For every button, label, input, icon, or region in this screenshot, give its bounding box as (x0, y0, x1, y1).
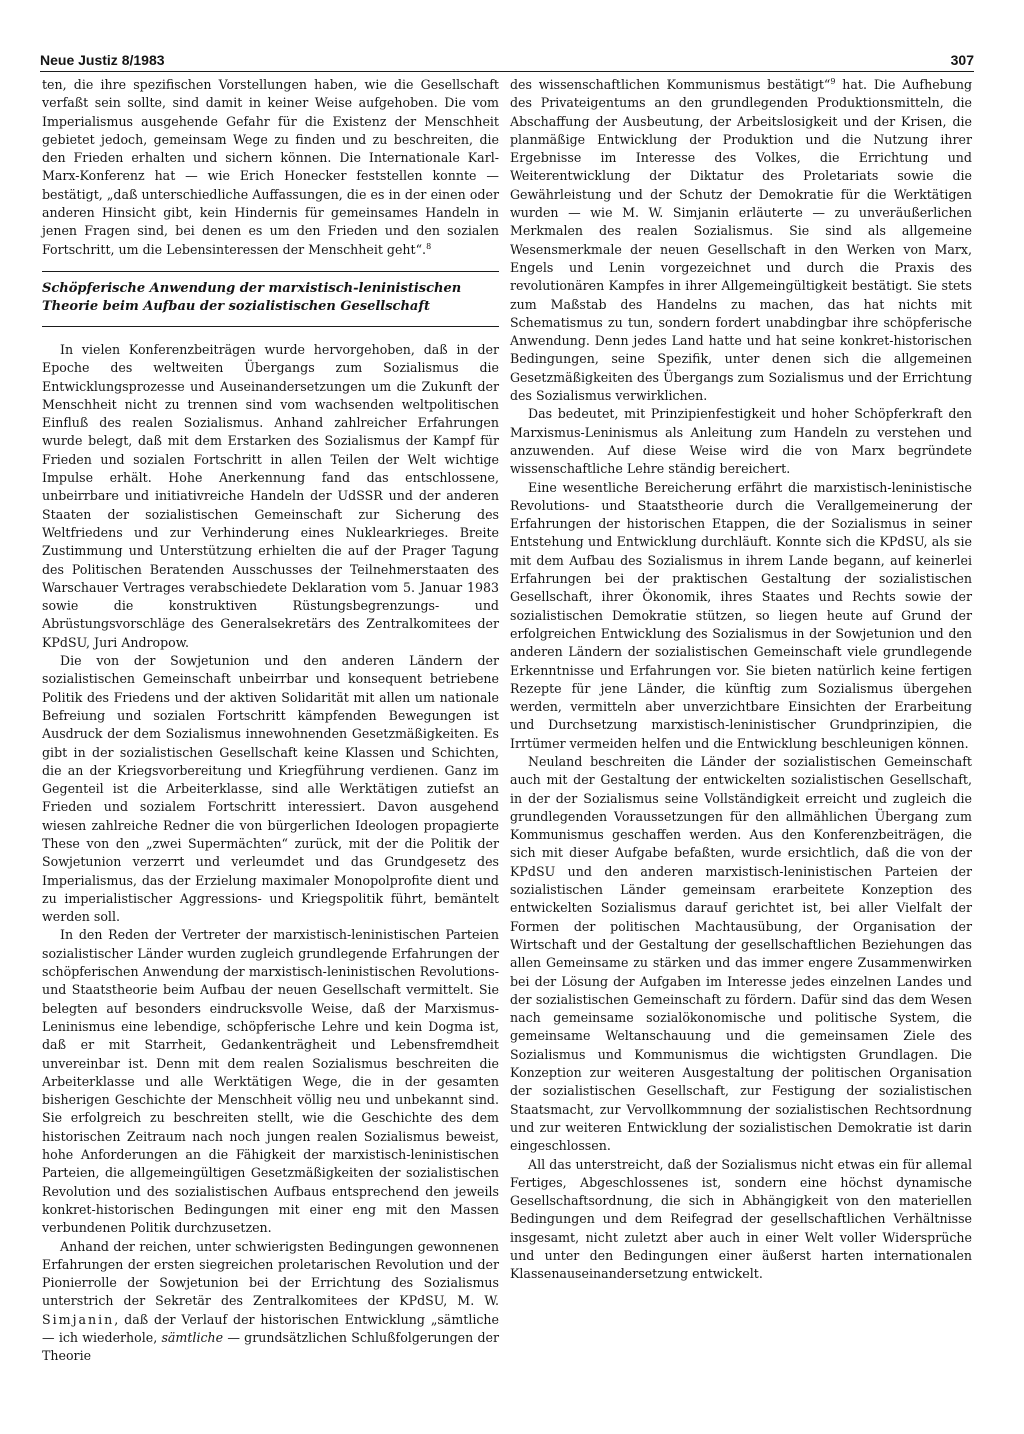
footnote-ref: 9 (830, 76, 836, 86)
paragraph-text: — grundsätzlichen Schlußfolgerungen der Theorie (42, 1330, 499, 1364)
left-column (42, 76, 499, 1366)
paragraph: Das bedeutet, mit Prinzipienfestigkeit und hoher Schöpferkraft den Marxismus-Leninismus als Anleitung zum Handeln zu verstehen und anzuwenden. Auf diese Weise wird die von Marx begründete wissenschaftliche Lehre ständig bereichert. (510, 406, 972, 477)
paragraph: All das unterstreicht, daß der Sozialismus nicht etwas ein für allemal Fertiges, Abgeschlossenes ist, sondern eine höchst dynamische Gesellschaftsordnung, die sich in Abhängigkeit von den materiellen Bedingungen und dem Reifegrad der gesellschaftlichen Verhältnisse insgesamt, nicht zuletzt aber auch in einer Welt voller Widersprüche und unter den Bedingungen einer äußerst harten internationalen Klassenauseinandersetzung entwickelt. (510, 1156, 972, 1282)
paragraph: In vielen Konferenzbeiträgen wurde hervorgehoben, daß in der Epoche des weltweiten Übergangs zum Sozialismus die Entwicklungsprozesse und Auseinandersetzungen um die Zukunft der Menschheit nicht zu trennen sind vom wachsenden weltpolitischen Einfluß des realen Sozialismus. Anhand zahlreicher Erfahrungen wurde belegt, daß mit dem Erstarken des Sozialismus der Kampf für Frieden und sozialen Fortschritt in allen Teilen der Welt wichtige Impulse erhält. Hohe Anerkennung fand das entschlossene, unbeirrbare und initiativreiche Handeln der UdSSR und der anderen Staaten der sozialistischen Gemeinschaft zur Sicherung des Weltfriedens und zur Verhinderung eines Nuklearkrieges. Breite Zustimmung und Unterstützung erhielten die auf der Prager Tagung des Politischen Beratenden Ausschusses der Teilnehmerstaaten des Warschauer Vertrages verabschiedete Deklaration vom 5. Januar 1983 sowie die konstruktiven Rüstungsbegrenzungs- und Abrüstungsvorschläge des Generalsekretärs des Zentralkomitees der KPdSU, Juri Andropow. (42, 341, 499, 650)
paragraph-text: ten, die ihre spezifischen Vorstellungen haben, wie die Gesellschaft verfaßt sein sollte, sind damit in keiner Weise aufgehoben. Die vom Imperialismus ausgehende Gefahr für die Existenz der Menschheit gebietet jedoch, gemeinsam Wege zu finden und zu beschreiten, die den Frieden erhalten und sichern können. Die Internationale Karl-Marx-Konferenz hat — wie Erich Honecker feststellen konnte — bestätigt, „daß unterschiedliche Auffassungen, die es in der einen oder anderen Hinsicht gibt, kein Hindernis für gemeinsames Handeln in jenen Fragen sind, bei denen es um den Frieden und den sozialen Fortschritt, um die Lebensinteressen der Menschheit geht“. (42, 77, 499, 257)
paragraph (510, 76, 972, 405)
paragraph-text: des wissenschaftlichen Kommunismus bestätigt“ (510, 77, 831, 92)
journal-title: Neue Justiz 8/1983 (40, 52, 165, 68)
page-header (40, 44, 974, 72)
paragraph-text: , daß der Verlauf der historischen Entwicklung „sämtliche — ich wiederhole, (42, 1311, 499, 1345)
page-number: 307 (950, 52, 974, 68)
paragraph: Die von der Sowjetunion und den anderen Ländern der sozialistischen Gemeinschaft unbeirrbar und konsequent betriebene Politik des Friedens und der aktiven Solidarität mit allen um nationale Befreiung und sozialen Fortschritt kämpfenden Bewegungen ist Ausdruck der dem Sozialismus innewohnenden Gesetzmäßigkeiten. Es gibt in der sozialistischen Gesellschaft keine Klassen und Schichten, die an der Kriegsvorbereitung und Kriegführung verdienen. Ganz im Gegenteil ist die Arbeiterklasse, sind alle Werktätigen zutiefst an Frieden und sozialem Fortschritt interessiert. Davon ausgehend wiesen zahlreiche Redner die von bürgerlichen Ideologen propagierte These von den „zwei Supermächten“ zurück, mit der die Politik der Sowjetunion verzerrt und verleumdet und das Grundgesetz des Imperialismus, das der Erzielung maximaler Monopolprofite dient und zu imperialistischer Aggressions- und Kriegspolitik führt, bemäntelt werden soll. (42, 653, 499, 925)
paragraph-text: hat. Die Aufhebung des Privateigentums an den grundlegenden Produktionsmitteln, die Abschaffung der Ausbeutung, der Arbeitslosigkeit und der Krisen, die planmäßige Entwicklung der Produktion und die Nutzung ihrer Ergebnisse im Interesse des Volkes, die Errichtung und Weiterentwicklung der Diktatur des Proletariats sowie die Gewährleistung und der Schutz der Demokratie für die Werktätigen wurden — wie M. W. Simjanin erläuterte — zu unveräußerlichen Merkmalen des realen Sozialismus. Sie sind als allgemeine Wesensmerkmale der neuen Gesellschaft in den Werken von Marx, Engels und Lenin vorgezeichnet und durch die Praxis des revolutionären Kampfes in ihrer Allgemeingültigkeit bestätigt. Sie stets zum Maßstab des Handelns zu machen, das hat nichts mit Schematismus zu tun, sondern fordert unabdingbar ihre schöpferische Anwendung. Denn jedes Land hatte und hat seine konkret-historischen Bedingungen, seine Spezifik, unter denen sich die allgemeinen Gesetzmäßigkeiten des Übergangs zum Sozialismus und der Errichtung des Sozialismus verwirklichen. (510, 77, 972, 404)
spaced-name: Simjanin (42, 1311, 115, 1327)
paragraph: In den Reden der Vertreter der marxistisch-leninistischen Parteien sozialistischer Länder wurden zugleich grundlegende Erfahrungen der schöpferischen Anwendung der marxistisch-leninistischen Revolutions- und Staatstheorie beim Aufbau der neuen Gesellschaft vermittelt. Sie belegten auf besonders eindrucksvolle Weise, daß der Marxismus-Leninismus eine lebendige, schöpferische Lehre und kein Dogma ist, daß er mit Starrheit, Gedankenträgheit und Lebensfremdheit unvereinbar ist. Denn mit dem realen Sozialismus beschreiten die Arbeiterklasse und alle Werktätigen Wege, die in der gesamten bisherigen Geschichte der Menschheit völlig neu und unbekannt sind. Sie erfolgreich zu beschreiten stellt, wie die Geschichte des dem historischen Zeitraum nach noch jungen realen Sozialismus beweist, hohe Anforderungen an die Fähigkeit der marxistisch-leninistischen Parteien, die allgemeingültigen Gesetzmäßigkeiten der sozialistischen Revolution und des sozialistischen Aufbaus entsprechend den jeweils konkret-historischen Bedingungen mit einer eng mit den Massen verbundenen Politik durchzusetzen. (42, 927, 499, 1236)
paragraph (42, 1238, 499, 1366)
right-column (510, 76, 972, 1284)
section-heading: Schöpferische Anwendung der marxistisch-leninistischen Theorie beim Aufbau der sozialistischen Gesellschaft (42, 271, 499, 327)
paragraph-text: Anhand der reichen, unter schwierigsten Bedingungen gewonnenen Erfahrungen der ersten siegreichen proletarischen Revolution und der Pionierrolle der Sowjetunion bei der Errichtung des Sozialismus unterstrich der Sekretär des Zentralkomitees der KPdSU, M. W. (42, 1238, 499, 1309)
paragraph: Eine wesentliche Bereicherung erfährt die marxistisch-leninistische Revolutions- und Staatstheorie durch die Verallgemeinerung der Erfahrungen der historischen Etappen, die der Sozialismus in seiner Entstehung und Entwicklung durchläuft. Konnte sich die KPdSU, als sie mit dem Aufbau des Sozialismus in ihrem Lande begann, auf keinerlei Erfahrungen bei der praktischen Gestaltung der sozialistischen Gesellschaft, ihrer Ökonomik, ihres Staates und Rechts sowie der sozialistischen Demokratie stützen, so liegen heute auf Grund der erfolgreichen Entwicklung des Sozialismus in der Sowjetunion und den anderen Ländern der sozialistischen Gemeinschaft viele grundlegende Erkenntnisse und Erfahrungen vor. Sie bieten natürlich keine fertigen Rezepte für jene Länder, die künftig zum Sozialismus übergehen werden, vermitteln aber unverzichtbare Einsichten der Erarbeitung und Durchsetzung marxistisch-leninistischer Grundprinzipien, die Irrtümer vermeiden helfen und die Entwicklung beschleunigen können. (510, 479, 972, 751)
emphasis: sämtliche (161, 1330, 224, 1345)
paragraph: Neuland beschreiten die Länder der sozialistischen Gemeinschaft auch mit der Gestaltung der entwickelten sozialistischen Gesellschaft, in der der Sozialismus seine Vollständigkeit erreicht und zugleich die grundlegenden Voraussetzungen für den allmählichen Übergang zum Kommunismus geschaffen werden. Aus den Konferenzbeiträgen, die sich mit dieser Aufgabe befaßten, wurde ersichtlich, daß die von der KPdSU und den anderen marxistisch-leninistischen Parteien der sozialistischen Länder gemeinsam erarbeitete Konzeption des entwickelten Sozialismus darauf gerichtet ist, bei aller Vielfalt der Formen der politischen Machtausübung, der Organisation der Wirtschaft und der Gestaltung der gesellschaftlichen Beziehungen das allen Gemeinsame zu stärken und das immer engere Zusammenwirken bei der Lösung der Aufgaben im Interesse jedes einzelnen Landes und der sozialistischen Gemeinschaft zu fördern. Dafür sind das dem Wesen nach gemeinsame sozialökonomische und politische System, die gemeinsame Weltanschauung und die gemeinsamen Ziele des Sozialismus und Kommunismus die wichtigsten Grundlagen. Die Konzeption zur weiteren Ausgestaltung der politischen Organisation der sozialistischen Gesellschaft, zur Festigung der sozialistischen Staatsmacht, zur Vervollkommnung der sozialistischen Rechtsordnung und zur weiteren Entwicklung der sozialistischen Demokratie ist darin eingeschlossen. (510, 753, 972, 1154)
paragraph (42, 76, 499, 259)
footnote-ref: 8 (426, 241, 432, 251)
